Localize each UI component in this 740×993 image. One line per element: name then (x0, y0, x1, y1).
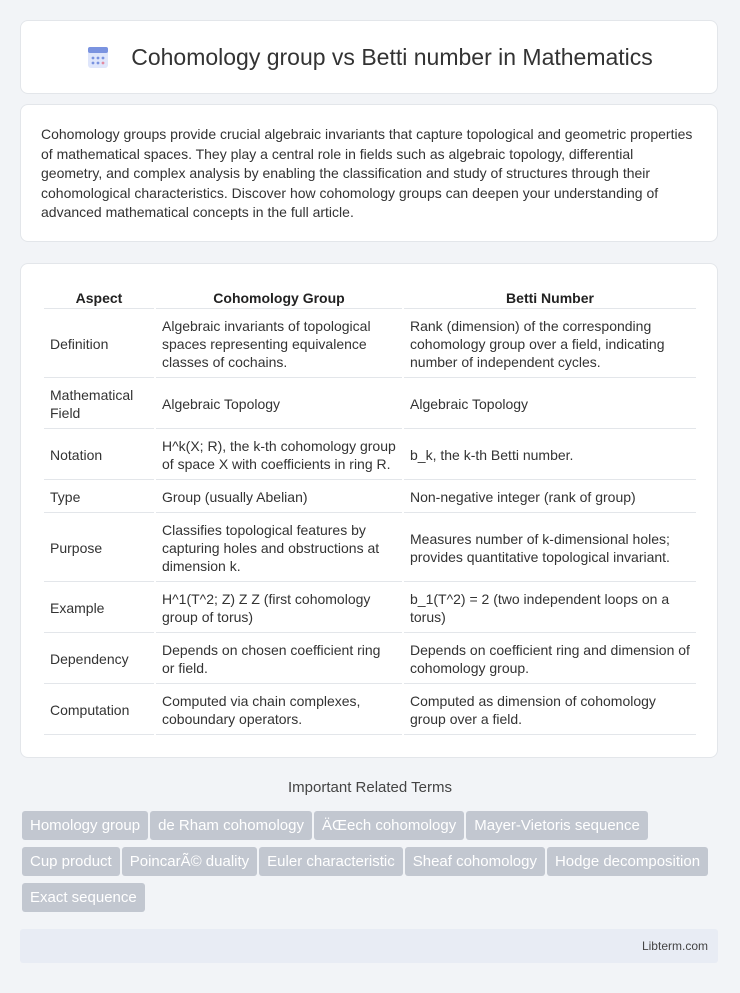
table-cell-betti: b_1(T^2) = 2 (two independent loops on a torus) (404, 584, 696, 633)
table-cell-aspect: Notation (44, 431, 154, 480)
related-term-tag[interactable]: Euler characteristic (259, 847, 403, 876)
related-term-tag[interactable]: Sheaf cohomology (405, 847, 545, 876)
table-row (44, 482, 696, 513)
table-cell-aspect: Definition (44, 311, 154, 378)
table-cell-aspect: Mathematical Field (44, 380, 154, 429)
table-cell-coh: H^1(T^2; Z) Z Z (first cohomology group of torus) (156, 584, 402, 633)
table-cell-coh: Classifies topological features by capturing holes and obstructions at dimension k. (156, 515, 402, 582)
table-cell-coh: Depends on chosen coefficient ring or field. (156, 635, 402, 684)
footer-site-link[interactable]: Libterm.com (641, 939, 708, 953)
table-cell-aspect: Example (44, 584, 154, 633)
page-title: Cohomology group vs Betti number in Mathematics (131, 43, 653, 70)
comparison-table-card (20, 263, 718, 758)
table-cell-betti: Algebraic Topology (404, 380, 696, 429)
comparison-table (42, 284, 698, 737)
table-cell-aspect: Type (44, 482, 154, 513)
table-cell-coh: Group (usually Abelian) (156, 482, 402, 513)
related-term-tag[interactable]: Hodge decomposition (547, 847, 708, 876)
related-term-tag[interactable]: Cup product (22, 847, 120, 876)
related-terms-title: Important Related Terms (288, 779, 452, 796)
table-header-row (44, 286, 696, 309)
table-cell-betti: Rank (dimension) of the corresponding cohomology group over a field, indicating number of independent cycles. (404, 311, 696, 378)
table-cell-coh: Algebraic Topology (156, 380, 402, 429)
related-term-tag[interactable]: PoincarÃ© duality (122, 847, 257, 876)
table-cell-betti: Non-negative integer (rank of group) (404, 482, 696, 513)
intro-card (20, 104, 718, 242)
table-row (44, 584, 696, 633)
table-row (44, 515, 696, 582)
intro-text: Cohomology groups provide crucial algebraic invariants that capture topological and geometric properties of mathematical spaces. They play a central role in fields such as algebraic topology, differential geometry, and complex analysis by enabling the classification and study of structures through their cohomological characteristics. Discover how cohomology groups can deepen your understanding of advanced mathematical concepts in the full article. (41, 126, 693, 220)
header-card (20, 20, 718, 94)
related-term-tag[interactable]: Exact sequence (22, 883, 145, 912)
related-term-tag[interactable]: de Rham cohomology (150, 811, 312, 840)
footer (20, 929, 718, 963)
related-terms-list (22, 811, 722, 919)
table-cell-betti: Depends on coefficient ring and dimension of cohomology group. (404, 635, 696, 684)
column-header: Cohomology Group (156, 286, 402, 309)
related-term-tag[interactable]: Mayer-Vietoris sequence (466, 811, 648, 840)
table-cell-coh: H^k(X; R), the k-th cohomology group of space X with coefficients in ring R. (156, 431, 402, 480)
table-cell-aspect: Computation (44, 686, 154, 735)
table-cell-betti: Measures number of k-dimensional holes; provides quantitative topological invariant. (404, 515, 696, 582)
table-row (44, 431, 696, 480)
table-row (44, 686, 696, 735)
related-term-tag[interactable]: Homology group (22, 811, 148, 840)
column-header: Betti Number (404, 286, 696, 309)
table-cell-coh: Computed via chain complexes, coboundary operators. (156, 686, 402, 735)
related-term-tag[interactable]: ÄŒech cohomology (314, 811, 464, 840)
table-row (44, 635, 696, 684)
table-cell-coh: Algebraic invariants of topological spaces representing equivalence classes of cochains. (156, 311, 402, 378)
table-cell-betti: b_k, the k-th Betti number. (404, 431, 696, 480)
table-cell-aspect: Purpose (44, 515, 154, 582)
table-row (44, 311, 696, 378)
table-row (44, 380, 696, 429)
table-cell-betti: Computed as dimension of cohomology group over a field. (404, 686, 696, 735)
document-icon (85, 44, 111, 70)
column-header: Aspect (44, 286, 154, 309)
table-cell-aspect: Dependency (44, 635, 154, 684)
